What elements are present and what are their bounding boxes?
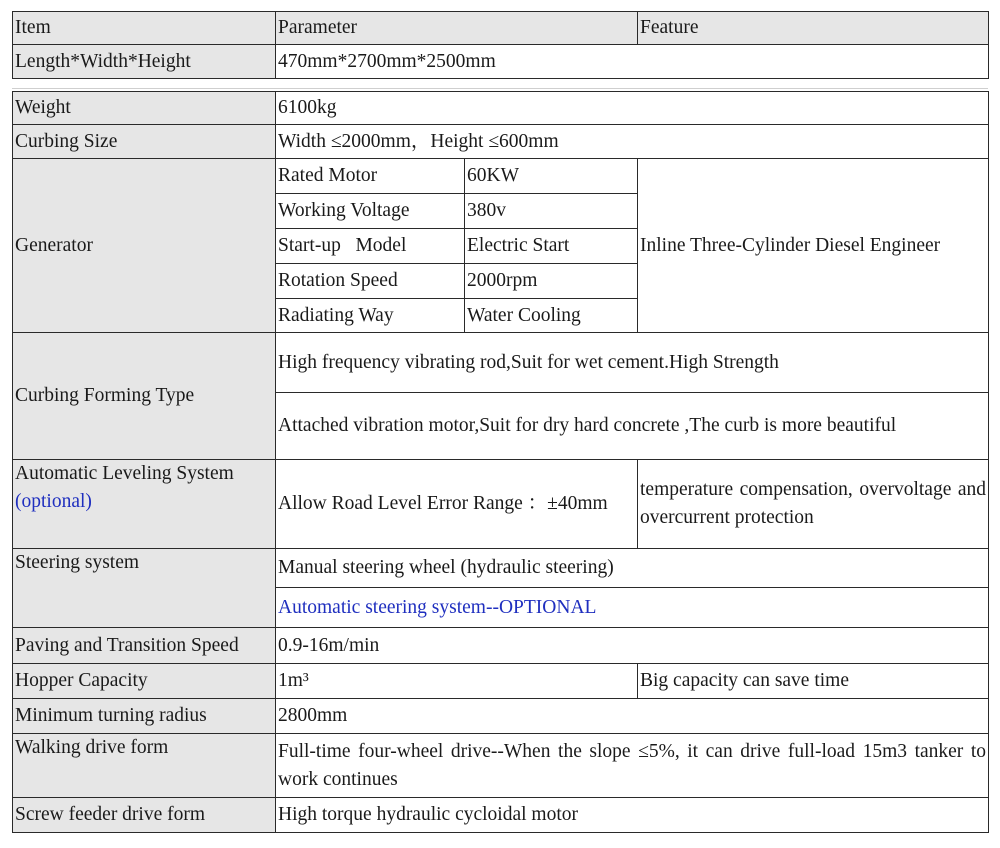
forming-type-row	[13, 333, 989, 393]
dimensions-value: 470mm*2700mm*2500mm	[276, 45, 989, 79]
steering-option-optional: Automatic steering system--OPTIONAL	[276, 588, 989, 628]
curbing-size-label: Curbing Size	[13, 125, 276, 159]
generator-row	[13, 159, 989, 194]
forming-type-option: Attached vibration motor,Suit for dry hard concrete ,The curb is more beautiful	[276, 393, 989, 460]
generator-spec-name: Radiating Way	[276, 299, 465, 333]
generator-spec-value: Water Cooling	[465, 299, 638, 333]
table-divider	[12, 88, 988, 89]
speed-value: 0.9-16m/min	[276, 628, 989, 664]
generator-spec-value: 60KW	[465, 159, 638, 194]
turning-label: Minimum turning radius	[13, 699, 276, 734]
weight-row	[13, 92, 989, 125]
hopper-value: 1m³	[276, 664, 638, 699]
leveling-label: Automatic Leveling System	[15, 463, 234, 484]
generator-spec-value: Electric Start	[465, 229, 638, 264]
speed-row	[13, 628, 989, 664]
leveling-row	[13, 460, 989, 549]
leveling-label-cell	[13, 460, 276, 549]
walking-label: Walking drive form	[13, 734, 276, 798]
steering-row	[13, 549, 989, 588]
steering-label: Steering system	[13, 549, 276, 628]
generator-spec-name: Rated Motor	[276, 159, 465, 194]
weight-label: Weight	[13, 92, 276, 125]
screw-row	[13, 798, 989, 833]
generator-spec-name: Working Voltage	[276, 194, 465, 229]
screw-label: Screw feeder drive form	[13, 798, 276, 833]
generator-spec-value: 2000rpm	[465, 264, 638, 299]
spec-table	[12, 91, 989, 833]
curbing-size-row	[13, 125, 989, 159]
hopper-label: Hopper Capacity	[13, 664, 276, 699]
dimensions-row	[13, 45, 989, 79]
leveling-optional: (optional)	[15, 491, 92, 512]
leveling-feature: temperature compensation, overvoltage and overcurrent protection	[638, 460, 989, 549]
generator-feature: Inline Three-Cylinder Diesel Engineer	[638, 159, 989, 333]
generator-label: Generator	[13, 159, 276, 333]
curbing-size-value: Width ≤2000mm，Height ≤600mm	[276, 125, 989, 159]
walking-row	[13, 734, 989, 798]
spec-table-header	[12, 11, 989, 79]
header-parameter: Parameter	[276, 12, 638, 45]
forming-type-option: High frequency vibrating rod,Suit for wet cement.High Strength	[276, 333, 989, 393]
screw-value: High torque hydraulic cycloidal motor	[276, 798, 989, 833]
hopper-row	[13, 664, 989, 699]
dimensions-label: Length*Width*Height	[13, 45, 276, 79]
speed-label: Paving and Transition Speed	[13, 628, 276, 664]
forming-type-label: Curbing Forming Type	[13, 333, 276, 460]
generator-spec-value: 380v	[465, 194, 638, 229]
steering-option: Manual steering wheel (hydraulic steering)	[276, 549, 989, 588]
walking-value: Full-time four-wheel drive--When the slope ≤5%, it can drive full-load 15m3 tanker to work continues	[276, 734, 989, 798]
header-item: Item	[13, 12, 276, 45]
generator-spec-name: Start-up Model	[276, 229, 465, 264]
header-feature: Feature	[638, 12, 989, 45]
generator-spec-name: Rotation Speed	[276, 264, 465, 299]
weight-value: 6100kg	[276, 92, 989, 125]
header-row	[13, 12, 989, 45]
leveling-value: Allow Road Level Error Range ：±40mm	[276, 460, 638, 549]
hopper-feature: Big capacity can save time	[638, 664, 989, 699]
turning-value: 2800mm	[276, 699, 989, 734]
turning-row	[13, 699, 989, 734]
